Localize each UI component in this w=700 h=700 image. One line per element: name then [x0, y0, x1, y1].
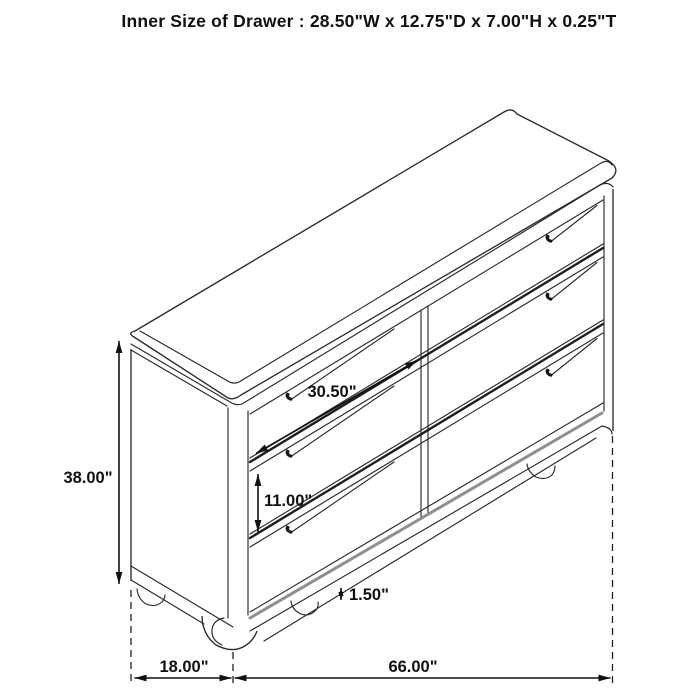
dimension-base-clearance: [341, 586, 389, 604]
dimension-drawer-width: [256, 361, 417, 454]
base-clearance-label: 1.50": [349, 586, 389, 604]
top-panel-edge-arris: [140, 161, 612, 383]
front-frame: [228, 189, 613, 618]
left-panel-top-edge: [131, 350, 227, 406]
top-panel-outline: [131, 110, 616, 399]
drawer-width-label: 30.50": [307, 383, 357, 401]
drawer-rows: [250, 200, 603, 612]
drawer-width-arrow: [256, 361, 417, 454]
top-panel-bottom-edge: [131, 183, 613, 404]
corner-foot-inner-line: [212, 618, 224, 645]
diagram-title: Inner Size of Drawer : 28.50"W x 12.75"D x 7.00"H x 0.25"T: [121, 11, 617, 31]
width-label: 66.00": [388, 658, 438, 676]
dimension-overall-width: [235, 658, 611, 678]
drawer-handle: [546, 206, 597, 242]
left-rail-bottom-line: [131, 580, 204, 624]
depth-label: 18.00": [159, 658, 209, 676]
corner-foot: [202, 616, 257, 650]
front-foot: [291, 601, 318, 615]
left-rail-top-line: [131, 566, 233, 627]
handle-scoop-icon: [547, 237, 551, 242]
dimension-overall-depth: [135, 658, 232, 678]
front-rail-bottom: [264, 438, 596, 641]
handle-scoop-icon: [287, 395, 291, 400]
height-label: 38.00": [63, 469, 113, 487]
handle-scoop-icon: [287, 452, 291, 457]
handle-scoop-icon: [547, 295, 551, 300]
handle-scoop-icon: [287, 528, 291, 533]
front-rail-middle: [250, 426, 612, 631]
row2-top-edge: [250, 257, 603, 471]
dimension-overall-height: [63, 341, 119, 584]
handle-scoop-icon: [547, 371, 551, 376]
base: [137, 413, 612, 650]
drawer-height-label: 11.00": [264, 492, 313, 510]
